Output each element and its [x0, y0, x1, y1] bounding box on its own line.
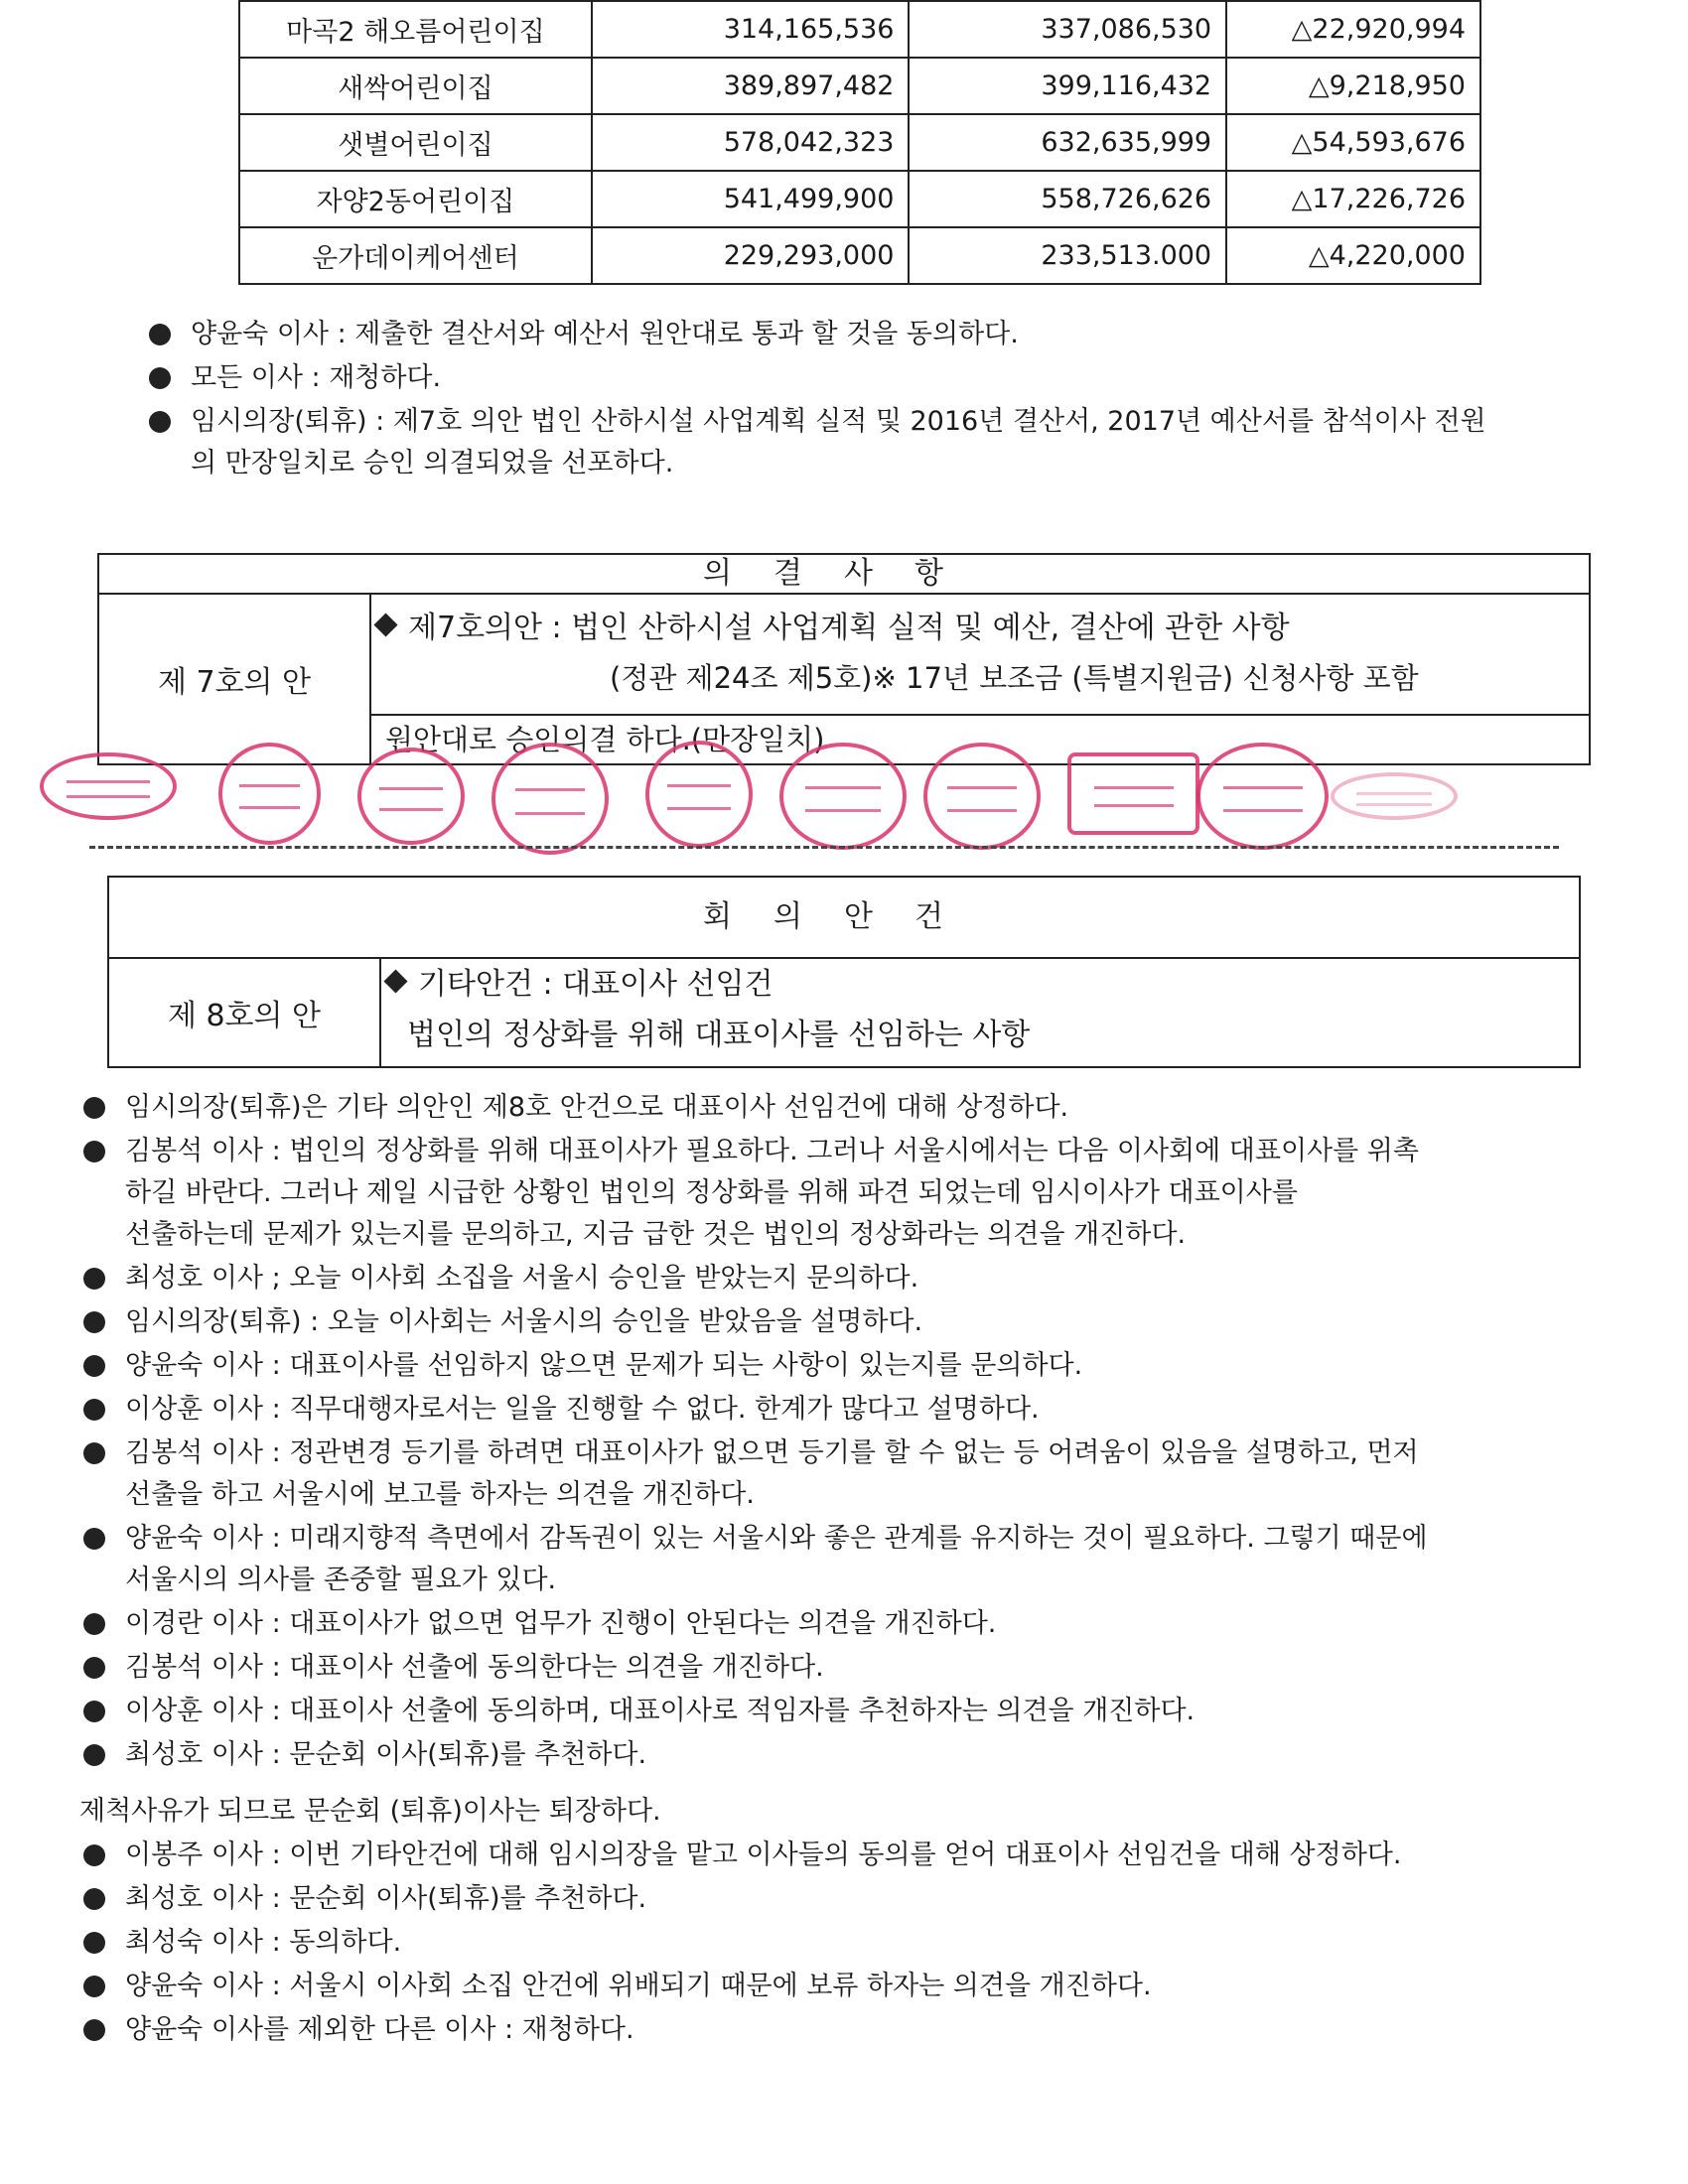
bullet-icon [83, 1657, 105, 1679]
bullet-icon [83, 1399, 105, 1421]
speaker-label: 김봉석 이사 : [125, 1136, 281, 1166]
statement-text: 동의하다. [289, 1927, 402, 1958]
statement-content [125, 1345, 1593, 1387]
statement-text: 법인의 정상화를 위해 대표이사가 필요하다. 그러나 서울시에서는 다음 이사회에 대표이사를 위촉 하길 바란다. 그러나 제일 시급한 상황인 법인의 정상화를 위해 파견 되었는데 임시이사가 대표이사를 선출하는데 문제가 있는지를 문의하고, 지금 급한 것은 법인의 정상화라는 의견을 개진하다. [125, 1136, 1419, 1250]
speaker-label: 이경란 이사 : [125, 1608, 281, 1639]
statement [83, 1966, 1593, 2007]
speaker-label: 양윤숙 이사를 제외한 다른 이사 : [125, 2014, 514, 2045]
statement-text: 직무대행자로서는 일을 진행할 수 없다. 한계가 많다고 설명하다. [289, 1394, 1040, 1425]
statement-content [125, 1922, 1593, 1964]
agenda8-title-row [381, 959, 1579, 1011]
budget-cell-name: 운가데이케어센터 [239, 227, 592, 284]
budget-row [239, 58, 1480, 114]
bullet-icon [83, 2019, 105, 2041]
statement-text: 제출한 결산서와 예산서 원안대로 통과 할 것을 동의하다. [354, 319, 1019, 349]
statement-content [125, 1603, 1593, 1645]
statement-content [125, 1301, 1593, 1343]
statement-content [125, 1878, 1593, 1920]
bullet-icon [83, 1355, 105, 1377]
bullet-icon [83, 1888, 105, 1910]
statement-content [125, 1966, 1593, 2007]
statement [83, 1518, 1593, 1601]
resolution-title: 제7호의안 : 법인 산하시설 사업계획 실적 및 예산, 결산에 관한 사항 [408, 611, 1290, 645]
seal-stamp [40, 752, 177, 820]
budget-cell-a: 541,499,900 [592, 171, 910, 227]
bullet-icon [83, 1141, 105, 1162]
bullet-icon [83, 1097, 105, 1119]
budget-cell-b: 632,635,999 [909, 114, 1226, 171]
bullet-icon [149, 324, 171, 345]
resolution-header: 의결사항 [99, 555, 1589, 595]
statement [83, 1087, 1593, 1129]
statement-content [191, 314, 1589, 355]
budget-cell-diff: △22,920,994 [1226, 1, 1480, 58]
discussion-statements-2 [83, 1835, 1593, 2053]
statement-text: 대표이사 선출에 동의한다는 의견을 개진하다. [289, 1652, 824, 1683]
agenda8-header: 회의안건 [109, 878, 1579, 959]
statement-text: 임시의장(퇴휴)은 기타 의안인 제8호 안건으로 대표이사 선임건에 대해 상정하다. [125, 1092, 1069, 1123]
bullet-icon [83, 1844, 105, 1866]
bullet-icon [83, 1442, 105, 1464]
bullet-icon [149, 367, 171, 389]
statement-content [125, 1518, 1593, 1601]
budget-cell-name: 새싹어린이집 [239, 58, 592, 114]
statement [83, 2009, 1593, 2051]
budget-cell-a: 229,293,000 [592, 227, 910, 284]
agenda8-title: 기타안건 : 대표이사 선임건 [418, 967, 774, 1002]
statement-text: 문순회 이사(퇴휴)를 추천하다. [289, 1739, 647, 1770]
budget-cell-name: 자양2동어린이집 [239, 171, 592, 227]
agenda8-body [381, 959, 1579, 1066]
seal-stamp [492, 743, 609, 855]
speaker-label: 임시의장(퇴휴) : [191, 406, 385, 437]
bullet-icon [83, 1744, 105, 1766]
bullet-icon [83, 1268, 105, 1290]
speaker-label: 최성호 이사 : [125, 1883, 281, 1914]
statement-text: 서울시 이사회 소집 안건에 위배되기 때문에 보류 하자는 의견을 개진하다. [289, 1971, 1152, 2001]
statement-content [191, 357, 1589, 399]
speaker-label: 양윤숙 이사 : [125, 1523, 281, 1554]
dashed-separator [89, 846, 1559, 849]
statement-content [125, 1131, 1593, 1256]
budget-cell-diff: △17,226,726 [1226, 171, 1480, 227]
plain-line: 제척사유가 되므로 문순회 (퇴휴)이사는 퇴장하다. [79, 1796, 661, 1827]
speaker-label: 양윤숙 이사 : [125, 1350, 281, 1381]
statement-text: 대표이사를 선임하지 않으면 문제가 되는 사항이 있는지를 문의하다. [289, 1350, 1083, 1381]
statement-text: 재청하다. [521, 2014, 634, 2045]
discussion-statements [83, 1087, 1593, 1778]
resolution-subtitle: (정관 제24조 제5호)※ 17년 보조금 (특별지원금) 신청사항 포함 [610, 661, 1419, 695]
statement [83, 1603, 1593, 1645]
bullet-icon [83, 1701, 105, 1722]
seal-stamp [1067, 752, 1199, 835]
statement [83, 1647, 1593, 1689]
budget-cell-a: 389,897,482 [592, 58, 910, 114]
speaker-label: 김봉석 이사 : [125, 1652, 281, 1683]
budget-cell-name: 샛별어린이집 [239, 114, 592, 171]
statement [149, 357, 1589, 399]
statement [83, 1131, 1593, 1256]
statement-content [125, 1389, 1593, 1431]
speaker-label: 최성숙 이사 : [125, 1927, 281, 1958]
statement-text: 미래지향적 측면에서 감독권이 있는 서울시와 좋은 관계를 유지하는 것이 필요하다. 그렇기 때문에 서울시의 의사를 존중할 필요가 있다. [125, 1523, 1428, 1595]
statement-text: 대표이사 선출에 동의하며, 대표이사로 적임자를 추천하자는 의견을 개진하다. [289, 1696, 1196, 1726]
statement [83, 1734, 1593, 1776]
seal-stamps [40, 733, 1648, 842]
resolution-result: 원안대로 승인의결 하다.(만장일치) [371, 714, 1589, 763]
resolution-agenda-no: 제 7호의 안 [99, 595, 371, 763]
budget-cell-diff: △54,593,676 [1226, 114, 1480, 171]
bullet-icon [83, 1932, 105, 1954]
budget-cell-diff: △4,220,000 [1226, 227, 1480, 284]
statement-text: 오늘 이사회 소집을 서울시 승인을 받았는지 문의하다. [289, 1263, 919, 1294]
statement [83, 1433, 1593, 1516]
seal-stamp [779, 743, 907, 850]
budget-cell-a: 578,042,323 [592, 114, 910, 171]
speaker-label: 김봉석 이사 : [125, 1437, 281, 1468]
statement-text: 정관변경 등기를 하려면 대표이사가 없으면 등기를 할 수 없는 등 어려움이 있음을 설명하고, 먼저 선출을 하고 서울시에 보고를 하자는 의견을 개진하다. [125, 1437, 1419, 1510]
budget-cell-b: 399,116,432 [909, 58, 1226, 114]
seal-stamp [357, 748, 465, 845]
diamond-icon [383, 969, 407, 993]
statement [83, 1922, 1593, 1964]
statement-content [191, 401, 1589, 484]
budget-table [238, 0, 1481, 285]
resolution-title-row [371, 603, 1589, 654]
statement [149, 401, 1589, 484]
bullet-icon [83, 1976, 105, 1997]
statement [83, 1345, 1593, 1387]
speaker-label: 최성호 이사 ; [125, 1263, 281, 1294]
speaker-label: 양윤숙 이사 : [191, 319, 347, 349]
statement-text: 제7호 의안 법인 산하시설 사업계획 실적 및 2016년 결산서, 2017년 예산서를 참석이사 전원 의 만장일치로 승인 의결되었을 선포하다. [191, 406, 1486, 478]
statement-text: 대표이사가 없으면 업무가 진행이 안된다는 의견을 개진하다. [289, 1608, 997, 1639]
statement-content [125, 1433, 1593, 1516]
budget-row [239, 171, 1480, 227]
statement-content [125, 1087, 1593, 1129]
speaker-label: 최성호 이사 : [125, 1739, 281, 1770]
statement-content [125, 1647, 1593, 1689]
statement-content [125, 1734, 1593, 1776]
budget-row [239, 114, 1480, 171]
speaker-label: 양윤숙 이사 : [125, 1971, 281, 2001]
budget-cell-b: 233,513.000 [909, 227, 1226, 284]
budget-cell-b: 337,086,530 [909, 1, 1226, 58]
statement-content [125, 1258, 1593, 1299]
agenda8-desc: 법인의 정상화를 위해 대표이사를 선임하는 사항 [407, 1018, 1031, 1052]
budget-cell-name: 마곡2 해오름어린이집 [239, 1, 592, 58]
statement [83, 1301, 1593, 1343]
agenda8-agenda-no: 제 8호의 안 [109, 959, 381, 1066]
bullet-icon [83, 1311, 105, 1333]
seal-stamp [645, 741, 753, 848]
bullet-icon [83, 1528, 105, 1550]
statement [83, 1878, 1593, 1920]
statement [149, 314, 1589, 355]
statement [83, 1835, 1593, 1876]
bullet-icon [83, 1613, 105, 1635]
seal-stamp [923, 743, 1041, 850]
statement-text: 이번 기타안건에 대해 임시의장을 맡고 이사들의 동의를 얻어 대표이사 선임건을 대해 상정하다. [289, 1840, 1402, 1870]
bullet-icon [149, 411, 171, 433]
speaker-label: 이상훈 이사 : [125, 1696, 281, 1726]
seal-stamp [1196, 743, 1329, 850]
statement-text: 문순회 이사(퇴휴)를 추천하다. [289, 1883, 647, 1914]
speaker-label: 임시의장(퇴휴) : [125, 1306, 320, 1337]
statement [83, 1389, 1593, 1431]
statement [83, 1258, 1593, 1299]
statement [83, 1691, 1593, 1732]
budget-cell-b: 558,726,626 [909, 171, 1226, 227]
budget-row [239, 227, 1480, 284]
statement-content [125, 2009, 1593, 2051]
speaker-label: 이상훈 이사 : [125, 1394, 281, 1425]
statement-content [125, 1835, 1593, 1876]
seal-stamp [1331, 772, 1458, 820]
budget-cell-diff: △9,218,950 [1226, 58, 1480, 114]
speaker-label: 이봉주 이사 : [125, 1840, 281, 1870]
seal-stamp [218, 743, 321, 845]
statement-text: 재청하다. [329, 362, 442, 393]
diamond-icon [373, 613, 397, 636]
budget-row [239, 1, 1480, 58]
statement-content [125, 1691, 1593, 1732]
approval-statements [149, 314, 1589, 486]
budget-cell-a: 314,165,536 [592, 1, 910, 58]
agenda8-box [107, 876, 1581, 1068]
statement-text: 오늘 이사회는 서울시의 승인을 받았음을 설명하다. [327, 1306, 923, 1337]
speaker-label: 모든 이사 : [191, 362, 321, 393]
